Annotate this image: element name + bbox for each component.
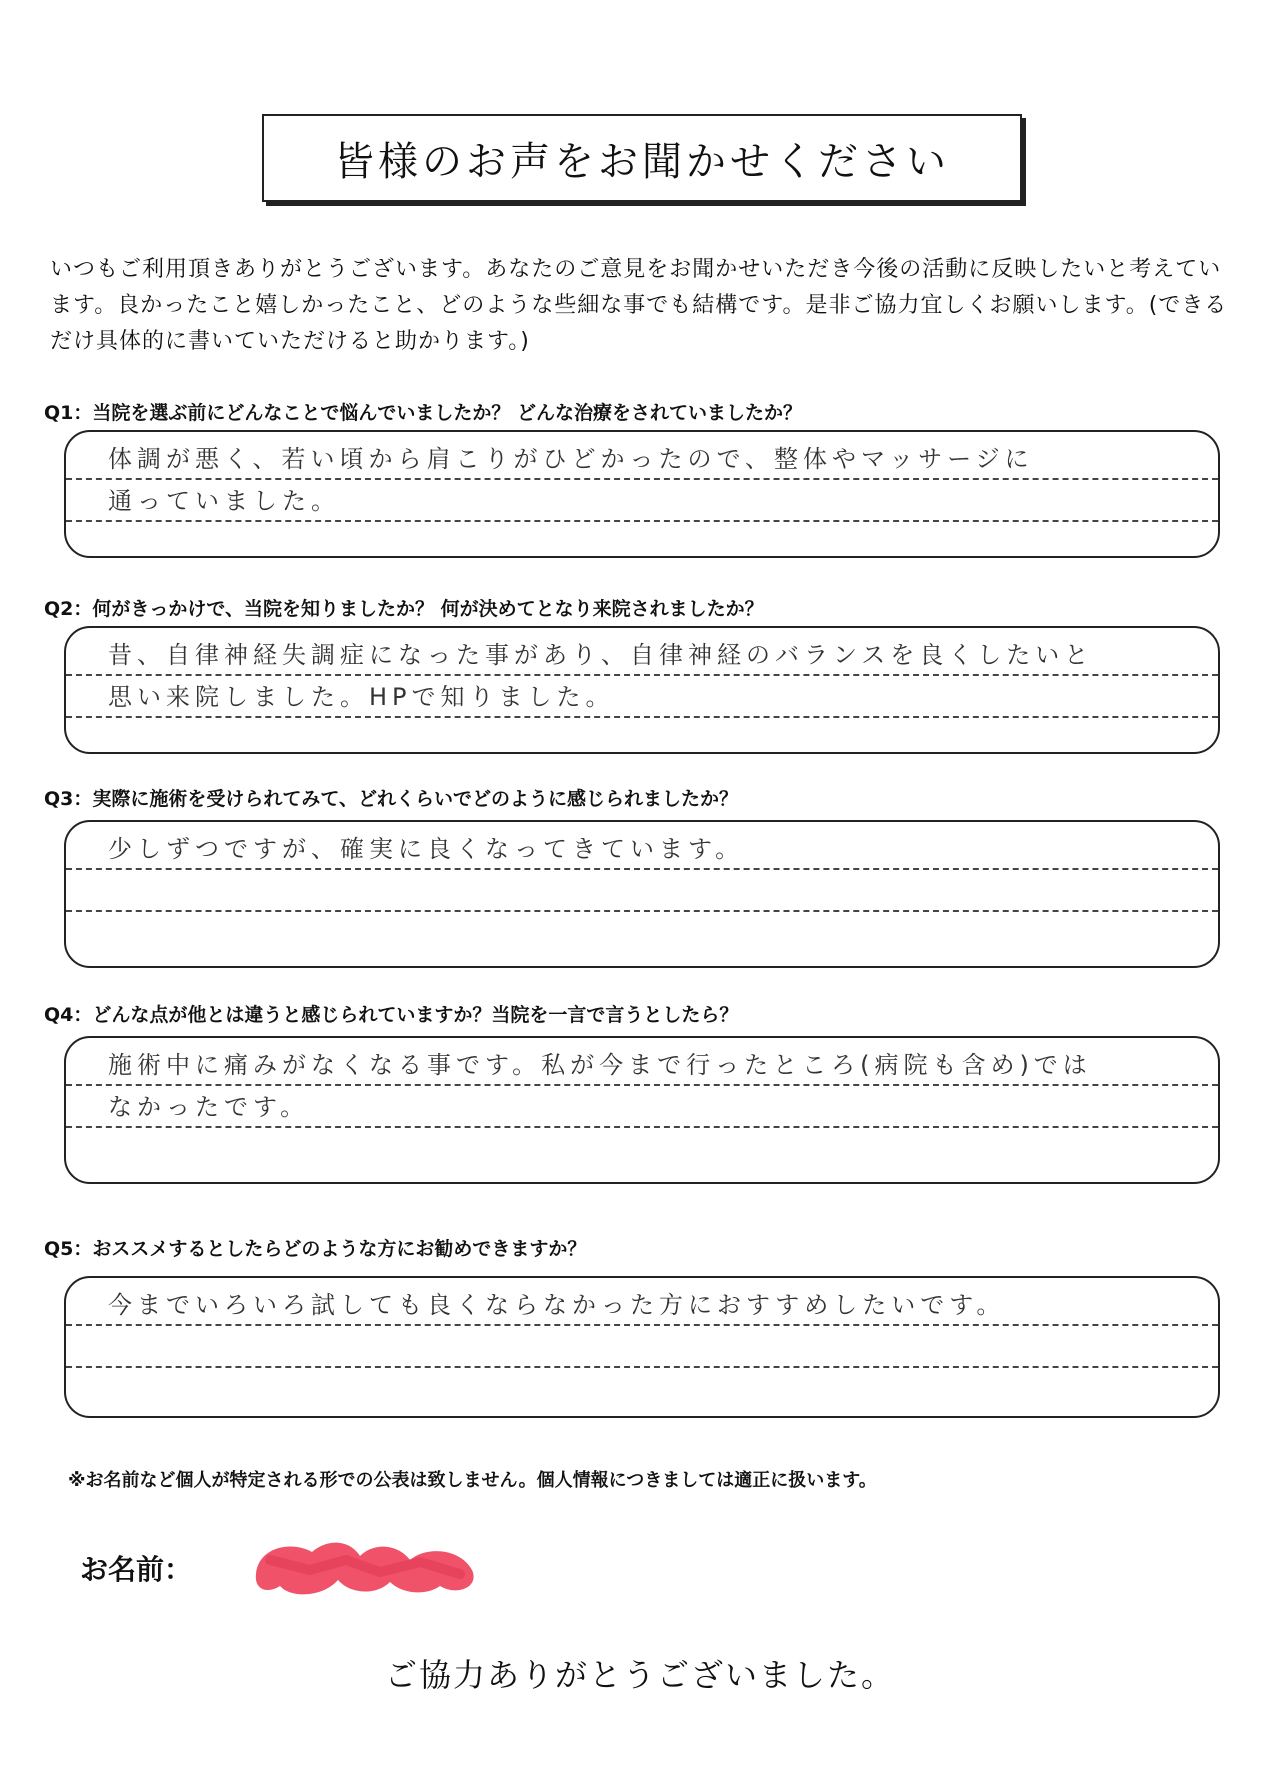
answer-text: 施術中に痛みがなくなる事です。私が今まで行ったところ(病院も含め)では bbox=[108, 1051, 1092, 1079]
answer-text: 昔、自律神経失調症になった事があり、自律神経のバランスを良くしたいと bbox=[108, 641, 1094, 669]
answer-line bbox=[66, 1044, 1218, 1086]
question-1-label: Q1：当院を選ぶ前にどんなことで悩んでいましたか？ どんな治療をされていましたか？ bbox=[44, 402, 802, 424]
question-2-label: Q2：何がきっかけで、当院を知りましたか？ 何が決めてとなり来院されましたか？ bbox=[44, 598, 764, 620]
answer-text: 少しずつですが、確実に良くなってきています。 bbox=[108, 835, 745, 863]
answer-text: 今までいろいろ試しても良くならなかった方におすすめしたいです。 bbox=[108, 1291, 1006, 1319]
answer-line bbox=[66, 522, 1218, 558]
answer-box-1 bbox=[64, 430, 1220, 558]
name-label: お名前： bbox=[80, 1553, 193, 1586]
thanks-message: ご協力ありがとうございました。 bbox=[384, 1656, 895, 1694]
answer-line bbox=[66, 1284, 1218, 1326]
answer-line bbox=[66, 676, 1218, 718]
answer-line bbox=[66, 828, 1218, 870]
answer-box-4 bbox=[64, 1036, 1220, 1184]
question-5-label: Q5：おススメするとしたらどのような方にお勧めできますか？ bbox=[44, 1238, 587, 1260]
intro-text: いつもご利用頂きありがとうございます。あなたのご意見をお聞かせいただき今後の活動に反映したいと考えています。良かったこと嬉しかったこと、どのような些細な事でも結構です。是非ご協力宜しくお願いします。(できるだけ具体的に書いていただけると助かります。) bbox=[50, 257, 1228, 354]
page-title: 皆様のお声をお聞かせください bbox=[334, 138, 950, 185]
answer-box-5 bbox=[64, 1276, 1220, 1418]
name-redaction-scribble bbox=[250, 1530, 482, 1602]
answer-text: 体調が悪く、若い頃から肩こりがひどかったので、整体やマッサージに bbox=[108, 445, 1034, 473]
answer-line bbox=[66, 634, 1218, 676]
question-4-label: Q4：どんな点が他とは違うと感じられていますか？当院を一言で言うとしたら？ bbox=[44, 1004, 739, 1026]
answer-line bbox=[66, 480, 1218, 522]
answer-line bbox=[66, 1326, 1218, 1368]
privacy-notice: ※お名前など個人が特定される形での公表は致しません。個人情報につきましては適正に扱います。 bbox=[68, 1470, 877, 1491]
answer-line bbox=[66, 1128, 1218, 1168]
answer-line bbox=[66, 438, 1218, 480]
answer-box-3 bbox=[64, 820, 1220, 968]
answer-line bbox=[66, 718, 1218, 754]
answer-line bbox=[66, 912, 1218, 952]
answer-text: なかったです。 bbox=[108, 1093, 310, 1121]
answer-line bbox=[66, 1368, 1218, 1408]
title-box bbox=[262, 114, 1022, 202]
answer-box-2 bbox=[64, 626, 1220, 754]
answer-text: 思い来院しました。HPで知りました。 bbox=[108, 683, 615, 711]
answer-line bbox=[66, 870, 1218, 912]
question-3-label: Q3：実際に施術を受けられてみて、どれくらいでどのように感じられましたか？ bbox=[44, 788, 738, 810]
answer-text: 通っていました。 bbox=[108, 487, 340, 515]
answer-line bbox=[66, 1086, 1218, 1128]
